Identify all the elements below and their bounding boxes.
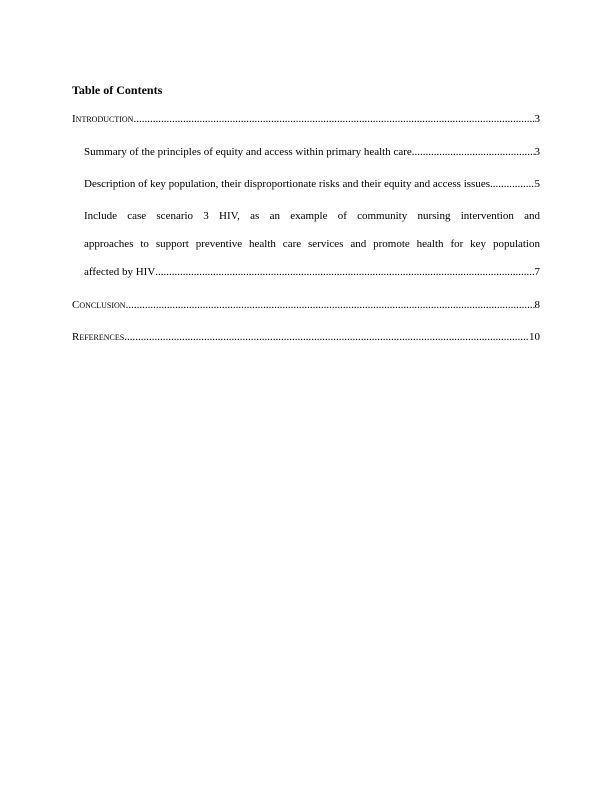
toc-entry-label: affected by HIV xyxy=(84,266,156,278)
toc-dot-leader xyxy=(412,145,535,159)
toc-entry-label: Description of key population, their disproportionate risks and their equity and access issues xyxy=(84,178,490,190)
toc-dot-leader xyxy=(126,298,535,312)
toc-entry-label: Introduction xyxy=(72,113,134,125)
toc-entry-references[interactable] xyxy=(72,330,540,344)
toc-page-number: 7 xyxy=(534,266,540,278)
toc-page-number: 3 xyxy=(534,146,540,158)
toc-dot-leader xyxy=(133,112,534,126)
toc-page-number: 5 xyxy=(534,178,540,190)
toc-dot-leader xyxy=(490,177,535,191)
toc-entry-label-line-2: approaches to support preventive health care services and promote health for key population xyxy=(84,238,540,250)
toc-entry-label: References xyxy=(72,331,125,343)
toc-entry-label: Conclusion xyxy=(72,299,126,311)
toc-entry-label-line-1: Include case scenario 3 HIV, as an example of community nursing intervention and xyxy=(84,210,540,222)
toc-entry-label-line-3 xyxy=(84,265,540,279)
toc-dot-leader xyxy=(124,330,529,344)
toc-title: Table of Contents xyxy=(72,83,163,97)
toc-page-number: 10 xyxy=(529,331,540,343)
toc-page-number: 3 xyxy=(534,113,540,125)
toc-page-number: 8 xyxy=(534,299,540,311)
toc-entry-summary[interactable] xyxy=(84,145,540,159)
toc-entry-conclusion[interactable] xyxy=(72,298,540,312)
toc-entry-introduction[interactable] xyxy=(72,112,540,126)
toc-entry-key-population[interactable] xyxy=(84,177,540,191)
toc-entry-label: Summary of the principles of equity and access within primary health care xyxy=(84,146,412,158)
toc-dot-leader xyxy=(155,265,534,279)
